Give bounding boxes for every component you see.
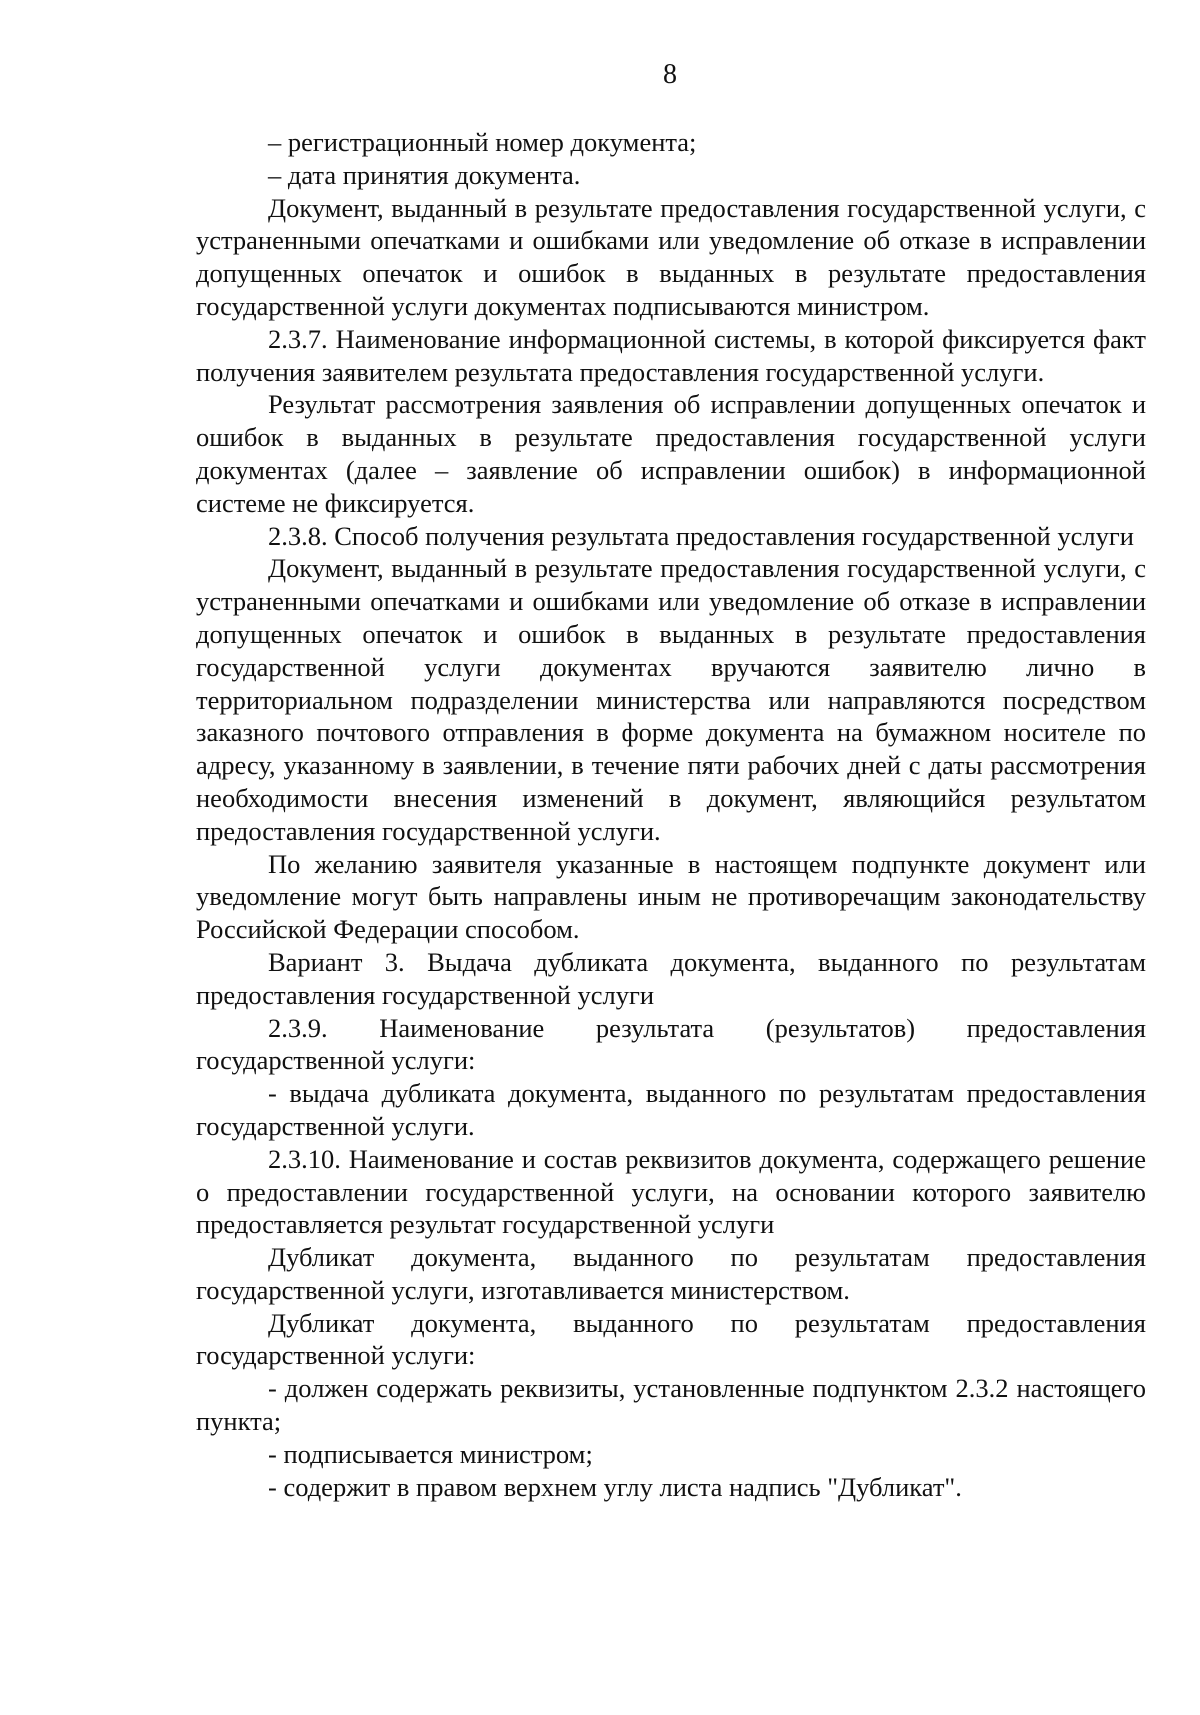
paragraph: 2.3.8. Способ получения результата предоставления государственной услуги — [268, 520, 1134, 551]
paragraph: 2.3.9. Наименование результата (результатов) предоставления государственной услуги: — [196, 1012, 1146, 1076]
paragraph: - содержит в правом верхнем углу листа надпись "Дубликат". — [268, 1471, 962, 1502]
paragraph: – регистрационный номер документа; — [268, 127, 697, 157]
paragraph: Дубликат документа, выданного по результатам предоставления государственной услуги, изготавливается министерством. — [196, 1242, 1146, 1305]
paragraph: - выдача дубликата документа, выданного по результатам предоставления государственной услуги. — [196, 1078, 1146, 1141]
paragraph: 2.3.7. Наименование информационной системы, в которой фиксируется факт получения заявителем результата предоставления государственной услуги. — [196, 323, 1146, 387]
paragraph: Вариант 3. Выдача дубликата документа, выданного по результатам предоставления государственной услуги — [196, 946, 1146, 1010]
paragraph: - подписывается министром; — [268, 1438, 593, 1469]
document-body — [196, 126, 1146, 1503]
paragraph: По желанию заявителя указанные в настоящем подпункте документ или уведомление могут быть направлены иным не противоречащим законодательству Российской Федерации способом. — [196, 848, 1146, 945]
paragraph: – дата принятия документа. — [268, 159, 581, 190]
paragraph: Дубликат документа, выданного по результатам предоставления государственной услуги: — [196, 1307, 1146, 1371]
paragraph: Документ, выданный в результате предоставления государственной услуги, с устраненными опечатками и ошибками или уведомление об отказе в исправлении допущенных опечаток и ошибок в выданных в результате предоставления государственной услуги документах подписываются министром. — [196, 192, 1146, 321]
paragraph: Документ, выданный в результате предоставления государственной услуги, с устраненными опечатками и ошибками или уведомление об отказе в исправлении допущенных опечаток и ошибок в выданных в результате предоставления государственной услуги документах вручаются заявителю лично в территориальном подразделении министерства или направляются посредством заказного почтового отправления в форме документа на бумажном носителе по адресу, указанному в заявлении, в течение пяти рабочих дней с даты рассмотрения необходимости внесения изменений в документ, являющийся результатом предоставления государственной услуги. — [196, 553, 1146, 846]
paragraph: Результат рассмотрения заявления об исправлении допущенных опечаток и ошибок в выданных в результате предоставления государственной услуги документах (далее – заявление об исправлении ошибок) в информационной системе не фиксируется. — [196, 389, 1146, 518]
paragraph: 2.3.10. Наименование и состав реквизитов документа, содержащего решение о предоставлении государственной услуги, на основании которого заявителю предоставляется результат государственной услуги — [196, 1143, 1146, 1240]
paragraph: - должен содержать реквизиты, установленные подпунктом 2.3.2 настоящего пункта; — [196, 1373, 1146, 1437]
page-number: 8 — [663, 59, 677, 90]
